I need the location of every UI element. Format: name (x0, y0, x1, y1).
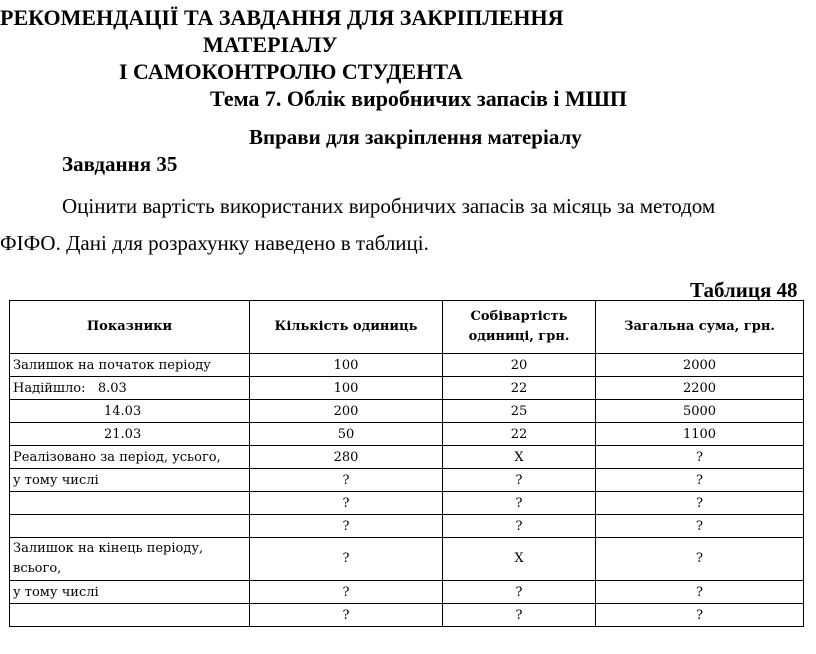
row-unit-cost: ? (443, 492, 596, 515)
row-label: 14.03 (10, 400, 250, 423)
row-label: у тому числі (10, 581, 250, 604)
row-quantity: ? (250, 492, 443, 515)
table-row (10, 446, 804, 469)
task-text-line-2: ФІФО. Дані для розрахунку наведено в таблиці. (0, 231, 429, 255)
task-text-line-1: Оцінити вартість використаних виробничих запасів за місяць за методом (62, 194, 716, 218)
table-row (10, 469, 804, 492)
row-unit-cost: 25 (443, 400, 596, 423)
row-quantity: ? (250, 538, 443, 581)
task-label: Завдання 35 (62, 152, 178, 176)
row-total-sum: 5000 (596, 400, 804, 423)
section-title: Вправи для закріплення матеріалу (249, 125, 582, 149)
row-total-sum: 1100 (596, 423, 804, 446)
row-total-sum: ? (596, 515, 804, 538)
row-label: Реалізовано за період, усього, (10, 446, 250, 469)
header-quantity: Кількість одиниць (250, 301, 443, 354)
row-quantity: 50 (250, 423, 443, 446)
row-quantity: ? (250, 581, 443, 604)
table-row (10, 581, 804, 604)
header-unit-cost-line-1: Собівартість (470, 309, 568, 324)
table-header-row (10, 301, 804, 354)
row-label: у тому числі (10, 469, 250, 492)
row-quantity: ? (250, 604, 443, 627)
row-total-sum: ? (596, 604, 804, 627)
row-unit-cost: 22 (443, 423, 596, 446)
row-unit-cost: ? (443, 469, 596, 492)
header-line-1: РЕКОМЕНДАЦІЇ ТА ЗАВДАННЯ ДЛЯ ЗАКРІПЛЕННЯ (0, 5, 564, 30)
row-label (10, 492, 250, 515)
row-total-sum: ? (596, 581, 804, 604)
row-total-sum: 2200 (596, 377, 804, 400)
row-total-sum: ? (596, 538, 804, 581)
row-unit-cost: ? (443, 604, 596, 627)
row-total-sum: 2000 (596, 354, 804, 377)
row-label-line-2: всього, (13, 561, 62, 576)
table-row (10, 377, 804, 400)
table-caption: Таблиця 48 (690, 278, 798, 302)
table-row (10, 515, 804, 538)
topic-title: Тема 7. Облік виробничих запасів і МШП (210, 86, 627, 111)
row-label: Залишок на початок періоду (10, 354, 250, 377)
header-line-2: МАТЕРІАЛУ (203, 32, 338, 57)
table-row (10, 604, 804, 627)
row-label-line-1: Залишок на кінець періоду, (13, 541, 204, 556)
row-total-sum: ? (596, 446, 804, 469)
row-quantity: 280 (250, 446, 443, 469)
data-table (9, 300, 804, 627)
table-row (10, 492, 804, 515)
row-total-sum: ? (596, 469, 804, 492)
table-row (10, 538, 804, 581)
row-unit-cost: Х (443, 538, 596, 581)
row-unit-cost: ? (443, 515, 596, 538)
row-total-sum: ? (596, 492, 804, 515)
row-unit-cost: 22 (443, 377, 596, 400)
table-row (10, 400, 804, 423)
header-indicators: Показники (10, 301, 250, 354)
row-quantity: ? (250, 469, 443, 492)
row-quantity: ? (250, 515, 443, 538)
table-row (10, 423, 804, 446)
row-label: Надійшло: 8.03 (10, 377, 250, 400)
table-row (10, 354, 804, 377)
header-line-3: І САМОКОНТРОЛЮ СТУДЕНТА (119, 59, 463, 84)
header-unit-cost (443, 301, 596, 354)
header-unit-cost-line-2: одиниці, грн. (468, 329, 570, 344)
row-label: 21.03 (10, 423, 250, 446)
header-total-sum: Загальна сума, грн. (596, 301, 804, 354)
row-unit-cost: Х (443, 446, 596, 469)
row-label (10, 538, 250, 581)
row-unit-cost: 20 (443, 354, 596, 377)
row-quantity: 100 (250, 377, 443, 400)
row-quantity: 100 (250, 354, 443, 377)
row-unit-cost: ? (443, 581, 596, 604)
row-quantity: 200 (250, 400, 443, 423)
row-label (10, 604, 250, 627)
row-label (10, 515, 250, 538)
